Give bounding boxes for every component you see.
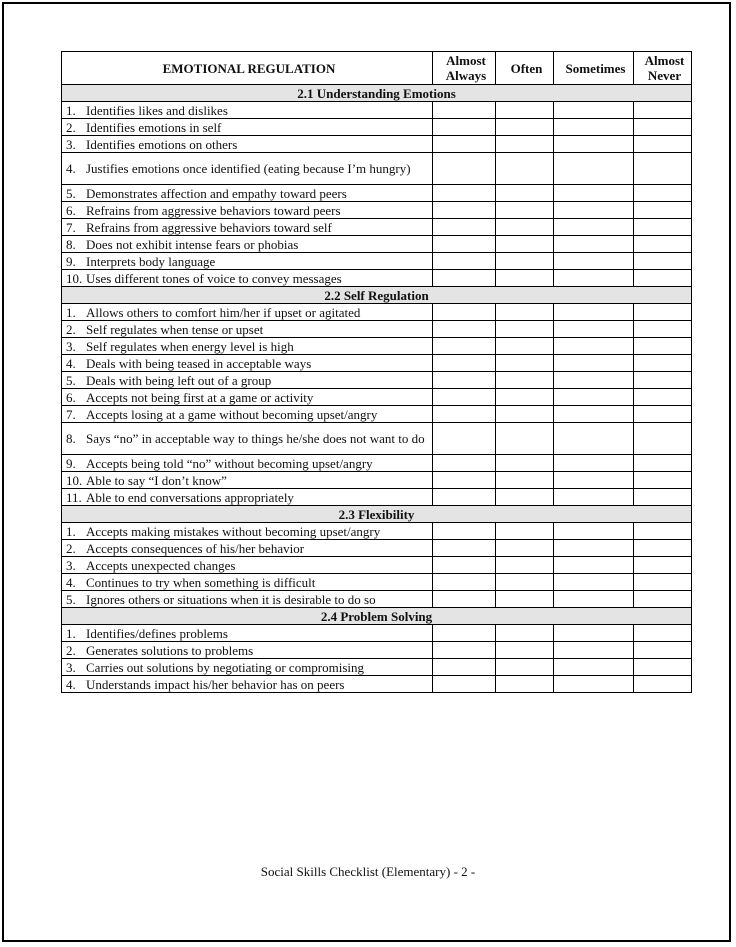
- rating-cell-often[interactable]: [496, 185, 554, 202]
- rating-cell-sometimes[interactable]: [554, 642, 634, 659]
- item-number: 1.: [66, 102, 76, 118]
- item-text: Accepts losing at a game without becoming upset/angry: [86, 406, 378, 422]
- checklist-item-row: [62, 338, 692, 355]
- rating-cell-often[interactable]: [496, 625, 554, 642]
- item-number: 10.: [66, 270, 83, 286]
- rating-cell-sometimes[interactable]: [554, 455, 634, 472]
- item-number: 9.: [66, 455, 76, 471]
- rating-cell-almost-never[interactable]: [634, 219, 692, 236]
- rating-cell-almost-never[interactable]: [634, 389, 692, 406]
- item-number: 6.: [66, 389, 76, 405]
- checklist-item-row: [62, 236, 692, 253]
- rating-cell-sometimes[interactable]: [554, 489, 634, 506]
- item-description-cell: [62, 372, 433, 389]
- item-description-cell: [62, 574, 433, 591]
- rating-cell-sometimes[interactable]: [554, 321, 634, 338]
- rating-cell-often[interactable]: [496, 489, 554, 506]
- item-text: Ignores others or situations when it is desirable to do so: [86, 591, 376, 607]
- rating-cell-almost-always[interactable]: [433, 270, 496, 287]
- rating-cell-sometimes[interactable]: [554, 574, 634, 591]
- rating-cell-often[interactable]: [496, 119, 554, 136]
- item-number: 4.: [66, 355, 76, 371]
- item-text: Able to end conversations appropriately: [86, 489, 294, 505]
- rating-cell-almost-never[interactable]: [634, 153, 692, 185]
- item-number: 8.: [66, 236, 76, 252]
- rating-cell-almost-always[interactable]: [433, 591, 496, 608]
- rating-cell-almost-never[interactable]: [634, 338, 692, 355]
- rating-cell-almost-always[interactable]: [433, 642, 496, 659]
- rating-cell-almost-never[interactable]: [634, 119, 692, 136]
- rating-cell-often[interactable]: [496, 591, 554, 608]
- rating-cell-almost-always[interactable]: [433, 472, 496, 489]
- item-text: Deals with being left out of a group: [86, 372, 272, 388]
- rating-cell-often[interactable]: [496, 676, 554, 693]
- rating-cell-almost-never[interactable]: [634, 659, 692, 676]
- checklist-item-row: [62, 625, 692, 642]
- rating-cell-almost-never[interactable]: [634, 557, 692, 574]
- rating-cell-almost-never[interactable]: [634, 455, 692, 472]
- rating-cell-almost-never[interactable]: [634, 625, 692, 642]
- rating-cell-often[interactable]: [496, 574, 554, 591]
- item-text: Able to say “I don’t know”: [86, 472, 227, 488]
- rating-cell-almost-never[interactable]: [634, 355, 692, 372]
- item-description-cell: [62, 321, 433, 338]
- item-text: Understands impact his/her behavior has on peers: [86, 676, 345, 692]
- item-number: 1.: [66, 304, 76, 320]
- item-text: Demonstrates affection and empathy toward peers: [86, 185, 347, 201]
- rating-cell-often[interactable]: [496, 557, 554, 574]
- item-number: 8.: [66, 431, 76, 446]
- item-description-cell: [62, 185, 433, 202]
- rating-cell-sometimes[interactable]: [554, 625, 634, 642]
- rating-cell-almost-never[interactable]: [634, 574, 692, 591]
- checklist-item-row: [62, 642, 692, 659]
- rating-cell-often[interactable]: [496, 304, 554, 321]
- item-text: Accepts making mistakes without becoming upset/angry: [86, 523, 381, 539]
- rating-cell-sometimes[interactable]: [554, 102, 634, 119]
- item-description-cell: [62, 423, 433, 455]
- rating-cell-sometimes[interactable]: [554, 136, 634, 153]
- rating-cell-often[interactable]: [496, 355, 554, 372]
- item-number: 3.: [66, 338, 76, 354]
- item-number: 2.: [66, 540, 76, 556]
- checklist-item-row: [62, 119, 692, 136]
- item-number: 4.: [66, 676, 76, 692]
- rating-cell-often[interactable]: [496, 406, 554, 423]
- rating-cell-almost-always[interactable]: [433, 523, 496, 540]
- rating-cell-often[interactable]: [496, 389, 554, 406]
- item-number: 9.: [66, 253, 76, 269]
- item-number: 2.: [66, 321, 76, 337]
- rating-cell-almost-always[interactable]: [433, 557, 496, 574]
- section-header-row: [62, 85, 692, 102]
- rating-cell-sometimes[interactable]: [554, 557, 634, 574]
- rating-cell-often[interactable]: [496, 202, 554, 219]
- rating-cell-often[interactable]: [496, 136, 554, 153]
- item-description-cell: [62, 338, 433, 355]
- item-number: 2.: [66, 119, 76, 135]
- item-number: 6.: [66, 202, 76, 218]
- rating-cell-sometimes[interactable]: [554, 153, 634, 185]
- rating-cell-often[interactable]: [496, 523, 554, 540]
- item-description-cell: [62, 355, 433, 372]
- rating-cell-often[interactable]: [496, 270, 554, 287]
- rating-cell-sometimes[interactable]: [554, 523, 634, 540]
- item-text: Accepts not being first at a game or activity: [86, 389, 314, 405]
- checklist-item-row: [62, 659, 692, 676]
- rating-cell-almost-always[interactable]: [433, 389, 496, 406]
- item-text: Allows others to comfort him/her if upset or agitated: [86, 304, 361, 320]
- checklist-item-row: [62, 321, 692, 338]
- rating-cell-almost-always[interactable]: [433, 236, 496, 253]
- checklist-item-row: [62, 355, 692, 372]
- rating-cell-sometimes[interactable]: [554, 676, 634, 693]
- item-description-cell: [62, 523, 433, 540]
- rating-cell-often[interactable]: [496, 219, 554, 236]
- checklist-item-row: [62, 253, 692, 270]
- rating-cell-often[interactable]: [496, 338, 554, 355]
- section-header-row: [62, 608, 692, 625]
- item-description-cell: [62, 625, 433, 642]
- rating-cell-often[interactable]: [496, 102, 554, 119]
- item-number: 5.: [66, 372, 76, 388]
- rating-cell-sometimes[interactable]: [554, 270, 634, 287]
- item-description-cell: [62, 489, 433, 506]
- item-description-cell: [62, 236, 433, 253]
- rating-cell-almost-never[interactable]: [634, 136, 692, 153]
- item-number: 11.: [66, 489, 82, 505]
- checklist-item-row: [62, 304, 692, 321]
- rating-cell-sometimes[interactable]: [554, 202, 634, 219]
- checklist-item-row: [62, 185, 692, 202]
- item-text: Self regulates when energy level is high: [86, 338, 294, 354]
- rating-cell-sometimes[interactable]: [554, 540, 634, 557]
- rating-cell-almost-always[interactable]: [433, 202, 496, 219]
- rating-cell-almost-always[interactable]: [433, 119, 496, 136]
- rating-cell-sometimes[interactable]: [554, 472, 634, 489]
- column-header-almost-always: Almost Always: [433, 52, 496, 85]
- item-text: Identifies emotions in self: [86, 119, 222, 135]
- rating-cell-almost-always[interactable]: [433, 372, 496, 389]
- item-description-cell: [62, 659, 433, 676]
- item-description-cell: [62, 102, 433, 119]
- rating-cell-almost-always[interactable]: [433, 423, 496, 455]
- rating-cell-almost-never[interactable]: [634, 236, 692, 253]
- item-description-cell: [62, 472, 433, 489]
- rating-cell-sometimes[interactable]: [554, 119, 634, 136]
- rating-cell-often[interactable]: [496, 153, 554, 185]
- rating-cell-sometimes[interactable]: [554, 659, 634, 676]
- rating-cell-often[interactable]: [496, 236, 554, 253]
- rating-cell-often[interactable]: [496, 372, 554, 389]
- item-number: 4.: [66, 161, 76, 176]
- checklist-item-row: [62, 455, 692, 472]
- rating-cell-sometimes[interactable]: [554, 304, 634, 321]
- rating-cell-sometimes[interactable]: [554, 591, 634, 608]
- item-text: Identifies emotions on others: [86, 136, 238, 152]
- rating-cell-almost-always[interactable]: [433, 253, 496, 270]
- item-number: 2.: [66, 642, 76, 658]
- checklist-item-row: [62, 270, 692, 287]
- rating-cell-almost-never[interactable]: [634, 642, 692, 659]
- item-text: Justifies emotions once identified (eating because I’m hungry): [86, 161, 411, 176]
- item-description-cell: [62, 642, 433, 659]
- checklist-item-row: [62, 472, 692, 489]
- item-description-cell: [62, 406, 433, 423]
- item-description-cell: [62, 557, 433, 574]
- rating-cell-almost-never[interactable]: [634, 372, 692, 389]
- rating-cell-almost-always[interactable]: [433, 406, 496, 423]
- checklist-item-row: [62, 557, 692, 574]
- checklist-item-row: [62, 102, 692, 119]
- column-header-often: Often: [496, 52, 554, 85]
- checklist-item-row: [62, 406, 692, 423]
- rating-cell-almost-always[interactable]: [433, 540, 496, 557]
- rating-cell-sometimes[interactable]: [554, 253, 634, 270]
- item-description-cell: [62, 119, 433, 136]
- item-text: Identifies/defines problems: [86, 625, 228, 641]
- rating-cell-sometimes[interactable]: [554, 185, 634, 202]
- rating-cell-almost-never[interactable]: [634, 321, 692, 338]
- rating-cell-sometimes[interactable]: [554, 406, 634, 423]
- rating-cell-almost-always[interactable]: [433, 489, 496, 506]
- rating-cell-almost-always[interactable]: [433, 304, 496, 321]
- rating-cell-often[interactable]: [496, 253, 554, 270]
- rating-cell-almost-always[interactable]: [433, 676, 496, 693]
- rating-cell-almost-never[interactable]: [634, 489, 692, 506]
- checklist-item-row: [62, 574, 692, 591]
- section-title: 2.3 Flexibility: [62, 506, 692, 523]
- item-text: Interprets body language: [86, 253, 216, 269]
- checklist-item-row: [62, 540, 692, 557]
- item-description-cell: [62, 540, 433, 557]
- rating-cell-almost-always[interactable]: [433, 102, 496, 119]
- item-text: Carries out solutions by negotiating or compromising: [86, 659, 365, 675]
- item-number: 3.: [66, 557, 76, 573]
- rating-cell-sometimes[interactable]: [554, 423, 634, 455]
- item-description-cell: [62, 202, 433, 219]
- checklist-item-row: [62, 153, 692, 185]
- rating-cell-almost-never[interactable]: [634, 253, 692, 270]
- item-text: Continues to try when something is difficult: [86, 574, 316, 590]
- item-text: Identifies likes and dislikes: [86, 102, 228, 118]
- section-header-row: [62, 287, 692, 304]
- rating-cell-almost-always[interactable]: [433, 136, 496, 153]
- checklist-item-row: [62, 591, 692, 608]
- column-header-sometimes: Sometimes: [554, 52, 634, 85]
- rating-cell-almost-never[interactable]: [634, 270, 692, 287]
- item-description-cell: [62, 389, 433, 406]
- item-text: Generates solutions to problems: [86, 642, 254, 658]
- rating-cell-often[interactable]: [496, 321, 554, 338]
- checklist-item-row: [62, 372, 692, 389]
- table-title: EMOTIONAL REGULATION: [62, 52, 433, 85]
- rating-cell-often[interactable]: [496, 642, 554, 659]
- section-header-row: [62, 506, 692, 523]
- rating-cell-almost-never[interactable]: [634, 540, 692, 557]
- item-number: 5.: [66, 591, 76, 607]
- rating-cell-almost-always[interactable]: [433, 185, 496, 202]
- rating-cell-almost-never[interactable]: [634, 304, 692, 321]
- rating-cell-almost-never[interactable]: [634, 185, 692, 202]
- rating-cell-sometimes[interactable]: [554, 219, 634, 236]
- checklist-item-row: [62, 523, 692, 540]
- item-description-cell: [62, 591, 433, 608]
- checklist-table: [61, 51, 692, 693]
- item-description-cell: [62, 270, 433, 287]
- rating-cell-almost-always[interactable]: [433, 321, 496, 338]
- rating-cell-sometimes[interactable]: [554, 389, 634, 406]
- item-text: Accepts being told “no” without becoming upset/angry: [86, 455, 373, 471]
- item-number: 10.: [66, 472, 83, 488]
- rating-cell-almost-never[interactable]: [634, 523, 692, 540]
- rating-cell-often[interactable]: [496, 455, 554, 472]
- rating-cell-sometimes[interactable]: [554, 372, 634, 389]
- rating-cell-often[interactable]: [496, 659, 554, 676]
- rating-cell-almost-never[interactable]: [634, 472, 692, 489]
- rating-cell-often[interactable]: [496, 423, 554, 455]
- rating-cell-almost-never[interactable]: [634, 676, 692, 693]
- item-number: 3.: [66, 659, 76, 675]
- item-number: 1.: [66, 523, 76, 539]
- item-text: Refrains from aggressive behaviors toward self: [86, 219, 332, 235]
- item-text: Accepts unexpected changes: [86, 557, 236, 573]
- rating-cell-almost-always[interactable]: [433, 455, 496, 472]
- item-text: Does not exhibit intense fears or phobias: [86, 236, 299, 252]
- item-description-cell: [62, 219, 433, 236]
- rating-cell-almost-never[interactable]: [634, 102, 692, 119]
- rating-cell-sometimes[interactable]: [554, 355, 634, 372]
- section-title: 2.1 Understanding Emotions: [62, 85, 692, 102]
- item-text: Says “no” in acceptable way to things he/she does not want to do: [86, 431, 425, 446]
- section-title: 2.2 Self Regulation: [62, 287, 692, 304]
- item-number: 1.: [66, 625, 76, 641]
- rating-cell-often[interactable]: [496, 472, 554, 489]
- rating-cell-often[interactable]: [496, 540, 554, 557]
- item-description-cell: [62, 136, 433, 153]
- item-number: 5.: [66, 185, 76, 201]
- checklist-item-row: [62, 489, 692, 506]
- rating-cell-almost-always[interactable]: [433, 219, 496, 236]
- rating-cell-almost-never[interactable]: [634, 202, 692, 219]
- item-text: Refrains from aggressive behaviors toward peers: [86, 202, 341, 218]
- item-description-cell: [62, 253, 433, 270]
- rating-cell-almost-always[interactable]: [433, 625, 496, 642]
- rating-cell-almost-always[interactable]: [433, 659, 496, 676]
- checklist-item-row: [62, 219, 692, 236]
- item-text: Deals with being teased in acceptable ways: [86, 355, 312, 371]
- item-text: Uses different tones of voice to convey messages: [86, 270, 342, 286]
- item-text: Self regulates when tense or upset: [86, 321, 264, 337]
- rating-cell-almost-never[interactable]: [634, 406, 692, 423]
- item-text: Accepts consequences of his/her behavior: [86, 540, 305, 556]
- checklist-item-row: [62, 202, 692, 219]
- rating-cell-almost-never[interactable]: [634, 591, 692, 608]
- checklist-item-row: [62, 136, 692, 153]
- rating-cell-almost-always[interactable]: [433, 338, 496, 355]
- item-number: 4.: [66, 574, 76, 590]
- rating-cell-sometimes[interactable]: [554, 338, 634, 355]
- item-number: 3.: [66, 136, 76, 152]
- item-description-cell: [62, 676, 433, 693]
- rating-cell-almost-never[interactable]: [634, 423, 692, 455]
- item-number: 7.: [66, 406, 76, 422]
- item-description-cell: [62, 153, 433, 185]
- item-description-cell: [62, 304, 433, 321]
- item-number: 7.: [66, 219, 76, 235]
- rating-cell-almost-always[interactable]: [433, 574, 496, 591]
- column-header-almost-never: Almost Never: [634, 52, 692, 85]
- section-title: 2.4 Problem Solving: [62, 608, 692, 625]
- header-row: [62, 52, 692, 85]
- rating-cell-almost-always[interactable]: [433, 355, 496, 372]
- page-footer: Social Skills Checklist (Elementary) - 2 -: [260, 864, 476, 879]
- item-description-cell: [62, 455, 433, 472]
- rating-cell-sometimes[interactable]: [554, 236, 634, 253]
- rating-cell-almost-always[interactable]: [433, 153, 496, 185]
- checklist-item-row: [62, 676, 692, 693]
- checklist-item-row: [62, 389, 692, 406]
- checklist-item-row: [62, 423, 692, 455]
